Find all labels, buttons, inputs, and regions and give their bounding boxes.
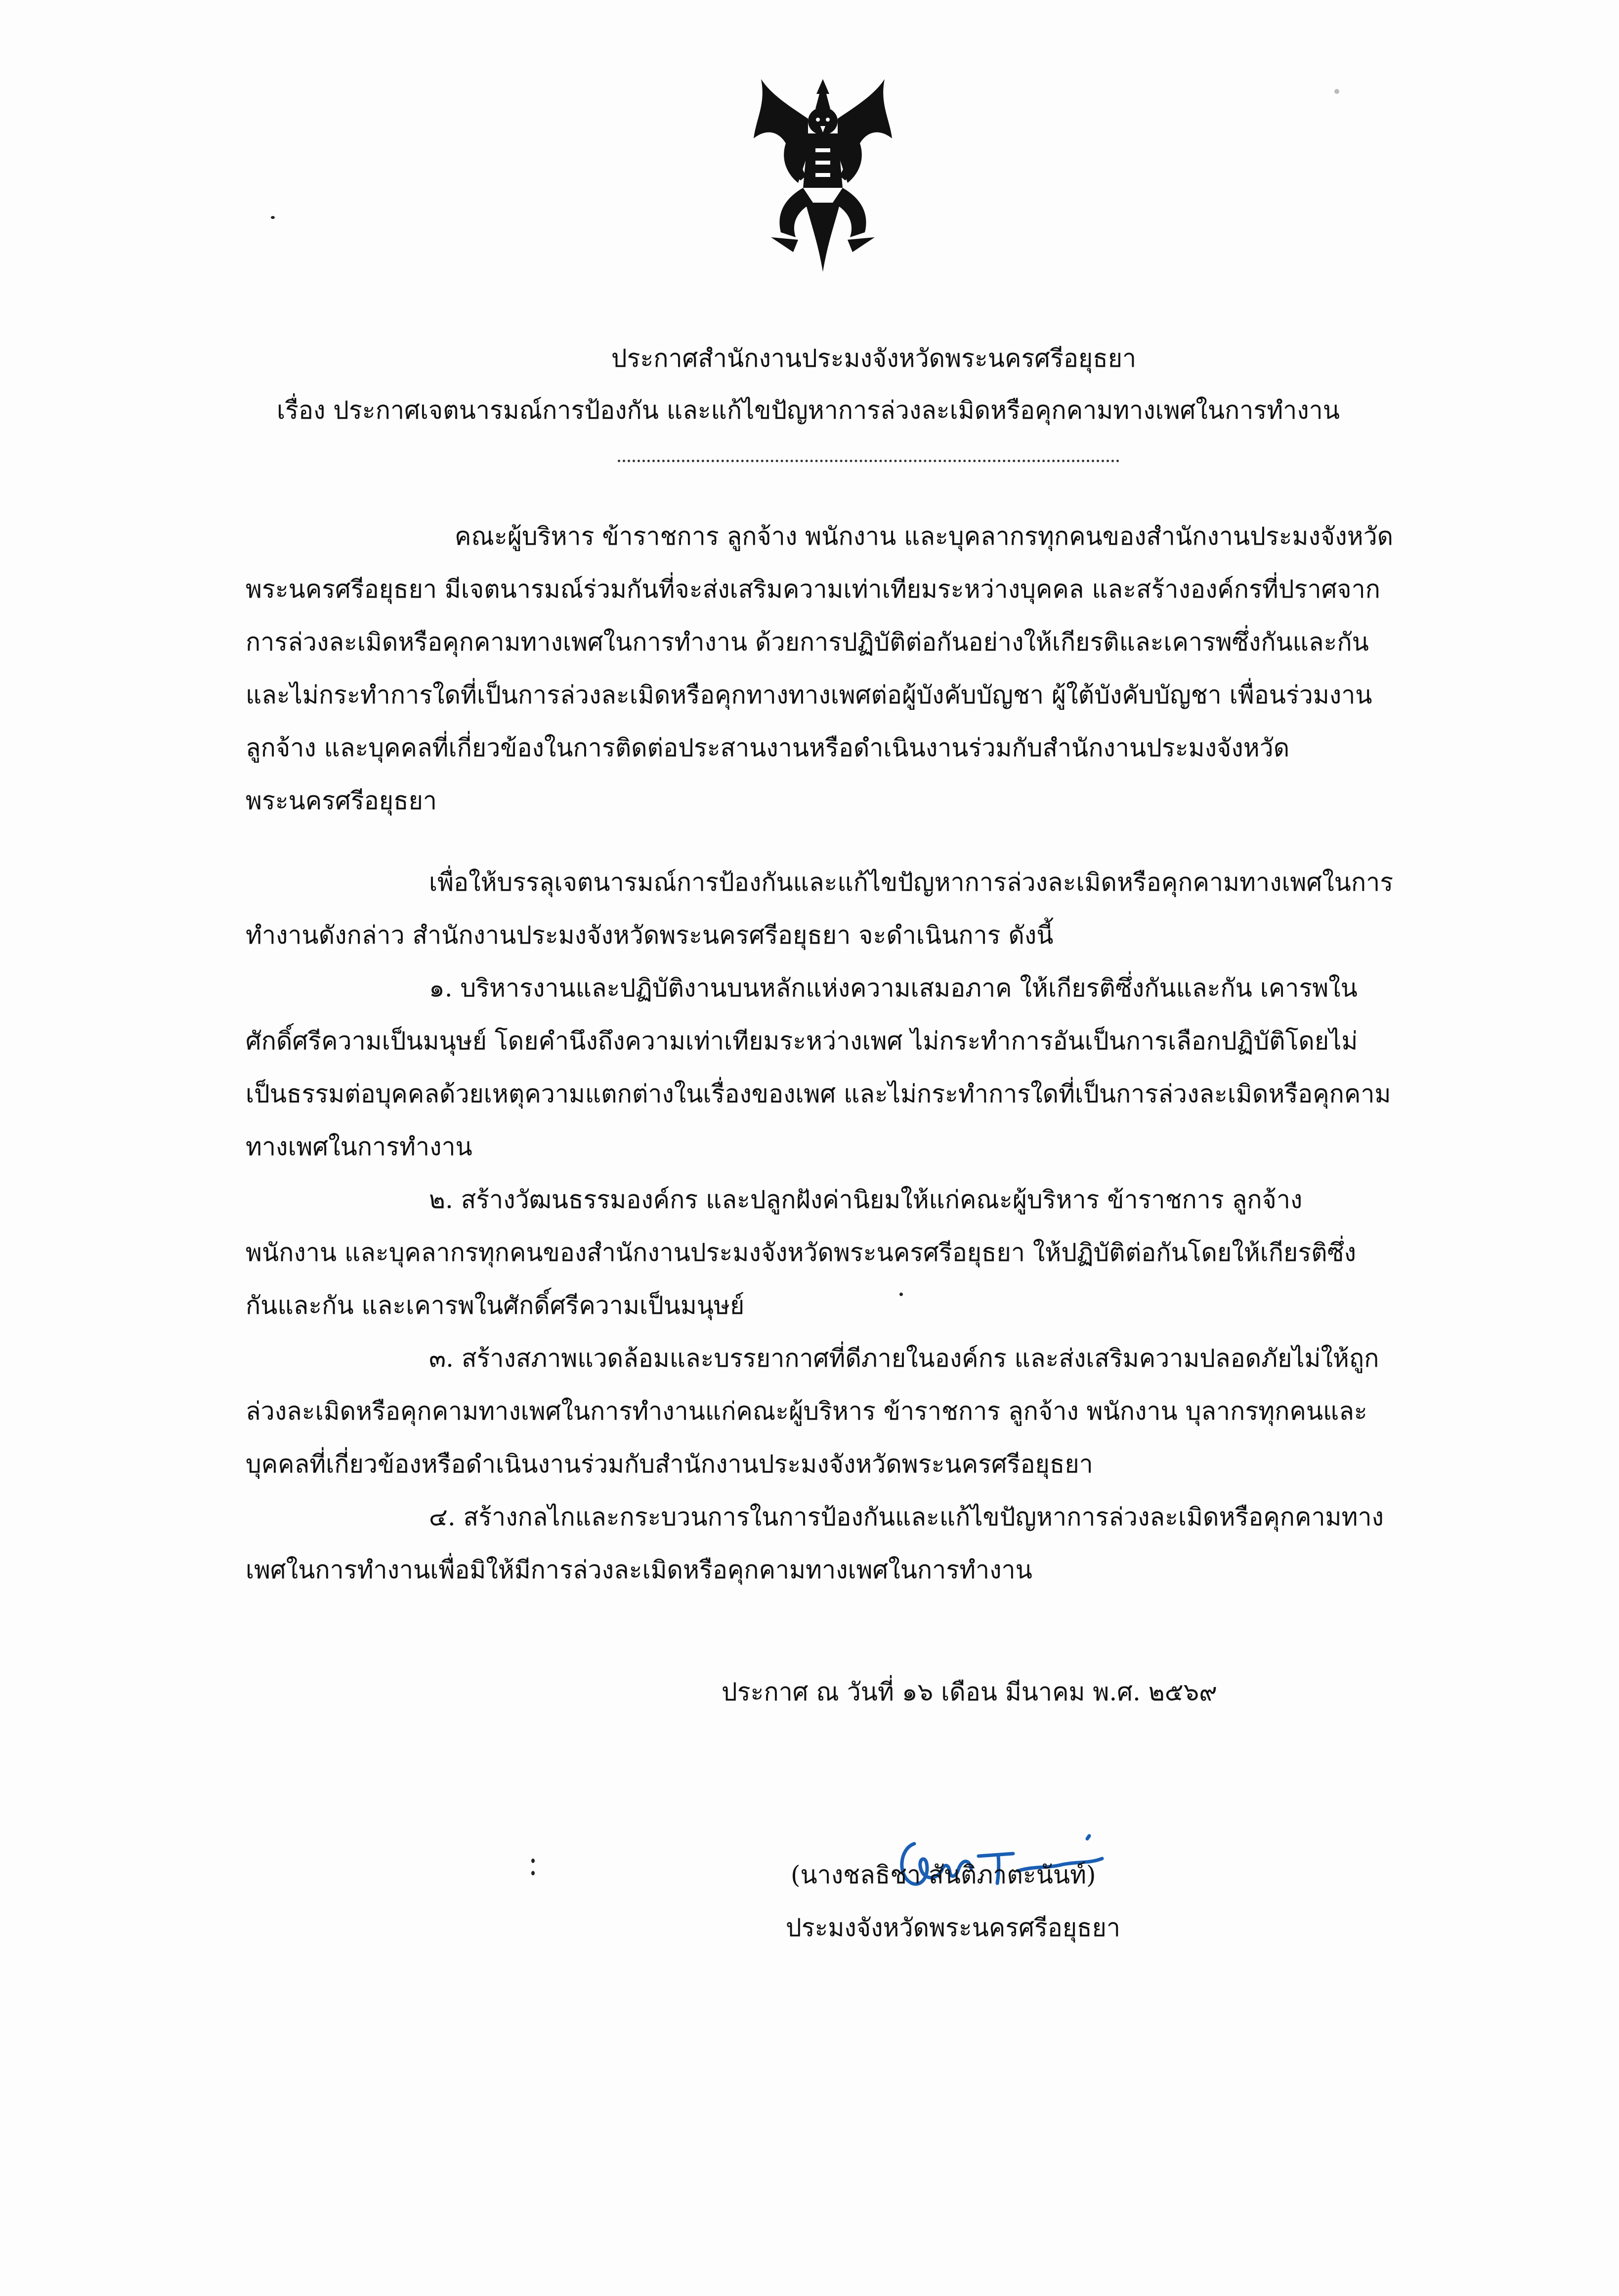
announcement-date: ประกาศ ณ วันที่ ๑๖ เดือน มีนาคม พ.ศ. ๒๕๖๙ (722, 1678, 1217, 1706)
list-item-3: บุคคลที่เกี่ยวข้องหรือดำเนินงานร่วมกับสำนักงานประมงจังหวัดพระนครศรีอยุธยา (246, 1450, 1093, 1478)
title-separator (618, 460, 1119, 462)
list-item-2: กันและกัน และเคารพในศักดิ์ศรีความเป็นมนุษย์ (246, 1291, 745, 1320)
signer-title: ประมงจังหวัดพระนครศรีอยุธยา (786, 1913, 1121, 1942)
signer-name: (นางชลธิชา สันติภาตะนันท์) (791, 1861, 1096, 1889)
intro-line: คณะผู้บริหาร ข้าราชการ ลูกจ้าง พนักงาน และบุคลากรทุกคนของสำนักงานประมงจังหวัด (455, 522, 1394, 551)
intro-line: ลูกจ้าง และบุคคลที่เกี่ยวข้องในการติดต่อประสานงานหรือดำเนินงานร่วมกับสำนักงานประมงจังหวัด (246, 734, 1290, 762)
list-item-4: เพศในการทำงานเพื่อมิให้มีการล่วงละเมิดหรือคุกคามทางเพศในการทำงาน (246, 1556, 1032, 1584)
list-item-3: ๓. สร้างสภาพแวดล้อมและบรรยากาศที่ดีภายในองค์กร และส่งเสริมความปลอดภัยไม่ให้ถูก (429, 1344, 1379, 1373)
intro-line: และไม่กระทำการใดที่เป็นการล่วงละเมิดหรือคุกทางทางเพศต่อผู้บังคับบัญชา ผู้ใต้บังคับบัญชา เพื่อนร่วมงาน (246, 681, 1372, 709)
intro-line: การล่วงละเมิดหรือคุกคามทางเพศในการทำงาน ด้วยการปฏิบัติต่อกันอย่างให้เกียรติและเคารพซึ่งกันและกัน (246, 628, 1369, 656)
scan-speck (1334, 89, 1339, 94)
list-item-2: พนักงาน และบุคลากรทุกคนของสำนักงานประมงจังหวัดพระนครศรีอยุธยา ให้ปฏิบัติต่อกันโดยให้เกียรติซึ่ง (246, 1238, 1356, 1267)
purpose-line: เพื่อให้บรรลุเจตนารมณ์การป้องกันและแก้ไขปัญหาการล่วงละเมิดหรือคุกคามทางเพศในการ (429, 868, 1394, 897)
garuda-emblem-icon (751, 74, 895, 277)
scan-speck (531, 1871, 535, 1875)
announcement-title: ประกาศสำนักงานประมงจังหวัดพระนครศรีอยุธยา (611, 344, 1137, 373)
list-item-1: เป็นธรรมต่อบุคคลด้วยเหตุความแตกต่างในเรื่องของเพศ และไม่กระทำการใดที่เป็นการล่วงละเมิดหรือคุกคาม (246, 1080, 1391, 1108)
list-item-1: ทางเพศในการทำงาน (246, 1132, 472, 1161)
intro-line: พระนครศรีอยุธยา (246, 786, 437, 815)
list-item-3: ล่วงละเมิดหรือคุกคามทางเพศในการทำงานแก่คณะผู้บริหาร ข้าราชการ ลูกจ้าง พนักงาน บุลากรทุกคนและ (246, 1397, 1367, 1426)
scan-speck (531, 1859, 535, 1863)
intro-line: พระนครศรีอยุธยา มีเจตนารมณ์ร่วมกันที่จะส่งเสริมความเท่าเทียมระหว่างบุคคล และสร้างองค์กรที่ปราศจาก (246, 575, 1380, 604)
list-item-2: ๒. สร้างวัฒนธรรมองค์กร และปลูกฝังค่านิยมให้แก่คณะผู้บริหาร ข้าราชการ ลูกจ้าง (429, 1185, 1303, 1214)
list-item-1: ศักดิ์ศรีความเป็นมนุษย์ โดยคำนึงถึงความเท่าเทียมระหว่างเพศ ไม่กระทำการอันเป็นการเลือกปฏิบัติโดยไม่ (246, 1027, 1358, 1055)
announcement-subject: เรื่อง ประกาศเจตนารมณ์การป้องกัน และแก้ไขปัญหาการล่วงละเมิดหรือคุกคามทางเพศในการทำงาน (277, 396, 1340, 425)
purpose-line: ทำงานดังกล่าว สำนักงานประมงจังหวัดพระนครศรีอยุธยา จะดำเนินการ ดังนี้ (246, 921, 1054, 950)
list-item-1: ๑. บริหารงานและปฏิบัติงานบนหลักแห่งความเสมอภาค ให้เกียรติซึ่งกันและกัน เคารพใน (429, 974, 1358, 1002)
list-item-4: ๔. สร้างกลไกและกระบวนการในการป้องกันและแก้ไขปัญหาการล่วงละเมิดหรือคุกคามทาง (429, 1503, 1384, 1531)
scan-speck (899, 1293, 903, 1296)
scan-speck (271, 216, 275, 219)
